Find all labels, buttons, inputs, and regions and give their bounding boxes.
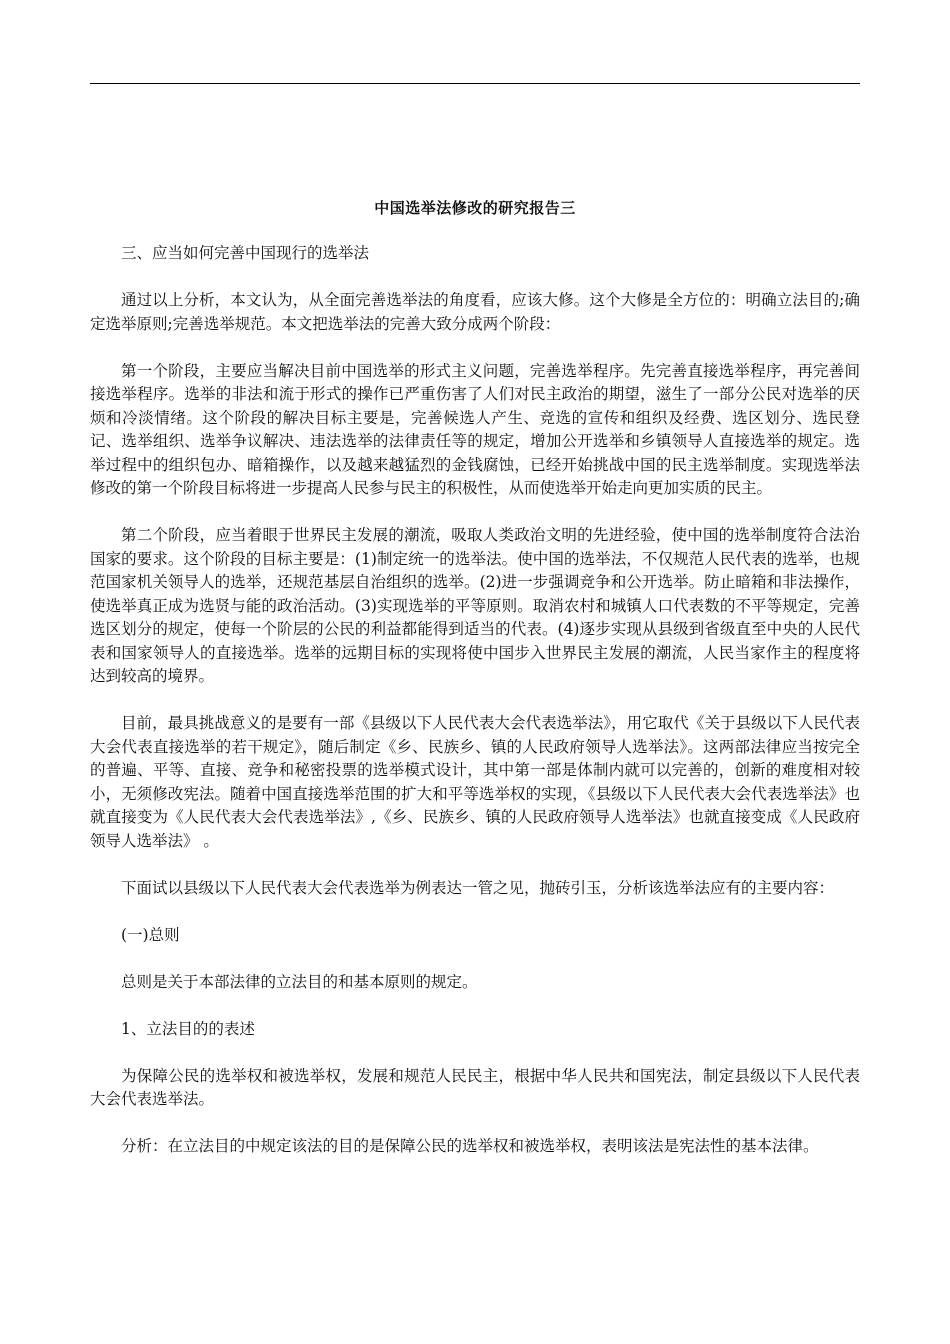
document-body	[90, 196, 860, 1182]
section-heading: 三、应当如何完善中国现行的选举法	[121, 244, 370, 262]
subsection-heading: (一)总则	[121, 925, 180, 944]
paragraph: 目前，最具挑战意义的是要有一部《县级以下人民代表大会代表选举法》，用它取代《关于县级以下人民代表大会代表直接选举的若干规定》，随后制定《乡、民族乡、镇的人民政府领导人选举法》。这两部法律应当按完全的普遍、平等、直接、竞争和秘密投票的选举模式设计，其中第一部是体制内就可以完善的，创新的难度相对较小，无须修改宪法。随着中国直接选举范围的扩大和平等选举权的实现，《县级以下人民代表大会代表选举法》也就直接变为《人民代表大会代表选举法》,《乡、民族乡、镇的人民政府领导人选举法》也就直接变成《人民政府领导人选举法》 。	[90, 714, 860, 850]
paragraph: 总则是关于本部法律的立法目的和基本原则的规定。	[121, 972, 478, 991]
item-heading: 1、立法目的的表述	[121, 1019, 255, 1038]
document-title: 中国选举法修改的研究报告三	[374, 199, 576, 217]
paragraph: 第一个阶段，主要应当解决目前中国选举的形式主义问题，完善选举程序。先完善直接选举程序，再完善间接选举程序。选举的非法和流于形式的操作已严重伤害了人们对民主政治的期望，滋生了一部分公民对选举的厌烦和冷淡情绪。这个阶段的解决目标主要是，完善候选人产生、竞选的宣传和组织及经费、选区划分、选民登记、选举组织、选举争议解决、违法选举的法律责任等的规定，增加公开选举和乡镇领导人直接选举的规定。选举过程中的组织包办、暗箱操作，以及越来越猛烈的金钱腐蚀，已经开始挑战中国的民主选举制度。实现选举法修改的第一个阶段目标将进一步提高人民参与民主的积极性，从而使选举开始走向更加实质的民主。	[90, 361, 860, 497]
paragraph: 通过以上分析，本文认为，从全面完善选举法的角度看，应该大修。这个大修是全方位的：明确立法目的;确定选举原则;完善选举规范。本文把选举法的完善大致分成两个阶段：	[90, 291, 860, 333]
paragraph: 为保障公民的选举权和被选举权，发展和规范人民民主，根据中华人民共和国宪法，制定县级以下人民代表大会代表选举法。	[90, 1066, 860, 1108]
paragraph: 分析：在立法目的中规定该法的目的是保障公民的选举权和被选举权，表明该法是宪法性的基本法律。	[121, 1137, 819, 1155]
paragraph: 第二个阶段，应当着眼于世界民主发展的潮流，吸取人类政治文明的先进经验，使中国的选举制度符合法治国家的要求。这个阶段的目标主要是：(1)制定统一的选举法。使中国的选举法，不仅规范人民代表的选举，也规范国家机关领导人的选举，还规范基层自治组织的选举。(2)进一步强调竞争和公开选举。防止暗箱和非法操作，使选举真正成为选贤与能的政治活动。(3)实现选举的平等原则。取消农村和城镇人口代表数的不平等规定，完善选区划分的规定，使每一个阶层的公民的利益都能得到适当的代表。(4)逐步实现从县级到省级直至中央的人民代表和国家领导人的直接选举。选举的远期目标的实现将使中国步入世界民主发展的潮流，人民当家作主的程度将达到较高的境界。	[90, 526, 860, 685]
paragraph: 下面试以县级以下人民代表大会代表选举为例表达一管之见，抛砖引玉，分析该选举法应有的主要内容：	[121, 878, 835, 897]
header-divider	[90, 83, 860, 84]
